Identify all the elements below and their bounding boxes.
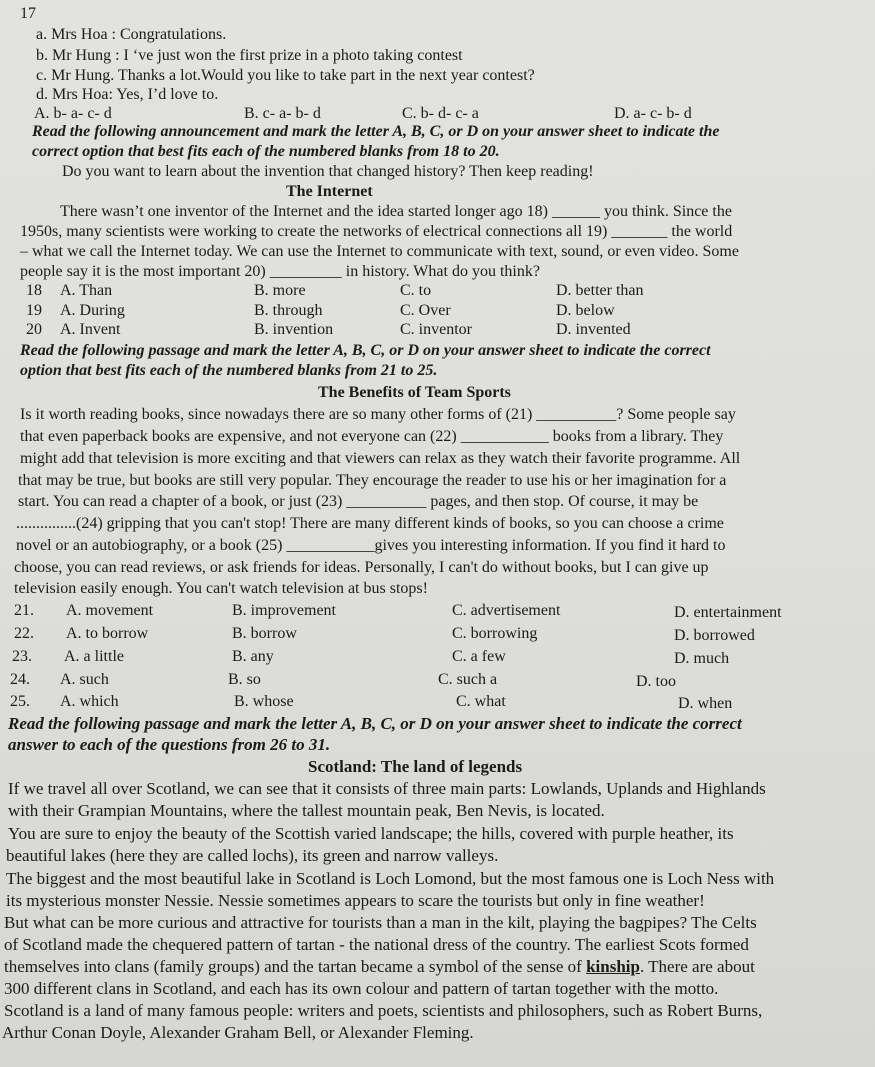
section3-text-line7: But what can be more curious and attractive for tourists than a man in the kilt, playing the bagpipes? The Celts — [4, 913, 757, 932]
q23-option-d: D. much — [674, 650, 730, 667]
section3-text-line9-start: themselves into clans (family groups) and the tartan became a symbol of the sense of — [4, 957, 587, 976]
section2-text-line1: Is it worth reading books, since nowadays there are so many other forms of (21) __________? Some people say — [20, 406, 736, 423]
q17-option-c: C. b- d- c- a — [402, 105, 479, 122]
section3-text-line2: with their Grampian Mountains, where the tallest mountain peak, Ben Nevis, is located. — [8, 801, 605, 820]
q18-option-d: D. better than — [556, 282, 644, 299]
q19-option-c: C. Over — [400, 302, 451, 319]
dialogue-line-d: d. Mrs Hoa: Yes, I’d love to. — [36, 86, 219, 103]
q22-number: 22. — [14, 625, 34, 642]
dialogue-line-b: b. Mr Hung : I ‘ve just won the first prize in a photo taking contest — [36, 47, 463, 64]
section3-text-line9 — [4, 957, 755, 977]
section1-title: The Internet — [286, 183, 373, 200]
q18-number: 18 — [26, 282, 42, 299]
q24-option-d: D. too — [636, 673, 676, 690]
q19-option-a: A. During — [60, 302, 125, 319]
section2-text-line8: choose, you can read reviews, or ask friends for ideas. Personally, I can't do without books, but I can give up — [14, 559, 709, 576]
kinship-word: kinship — [586, 957, 640, 976]
q19-option-d: D. below — [556, 302, 615, 319]
dialogue-line-c: c. Mr Hung. Thanks a lot.Would you like to take part in the next year contest? — [36, 67, 535, 84]
q20-number: 20 — [26, 321, 42, 338]
section2-text-line7: novel or an autobiography, or a book (25) ___________gives you interesting information. If you find it hard to — [16, 537, 726, 554]
q23-option-c: C. a few — [452, 648, 506, 665]
q20-option-b: B. invention — [254, 321, 334, 338]
q17-option-b: B. c- a- b- d — [244, 105, 321, 122]
q25-option-b: B. whose — [234, 693, 294, 710]
section2-text-line9: television easily enough. You can't watch television at bus stops! — [14, 580, 428, 597]
q18-option-a: A. Than — [60, 282, 113, 299]
section3-instruction-line1: Read the following passage and mark the letter A, B, C, or D on your answer sheet to indicate the correct — [8, 714, 742, 733]
q19-option-b: B. through — [254, 302, 323, 319]
section3-text-line8: of Scotland made the chequered pattern of tartan - the national dress of the country. The earliest Scots formed — [4, 935, 749, 954]
q20-option-d: D. invented — [556, 321, 631, 338]
q21-option-b: B. improvement — [232, 602, 336, 619]
q24-number: 24. — [10, 671, 30, 688]
q25-option-c: C. what — [456, 693, 506, 710]
q21-option-a: A. movement — [66, 602, 154, 619]
section1-text-line1: There wasn’t one inventor of the Internet and the idea started longer ago 18) ______ you think. Since the — [60, 203, 732, 220]
section3-text-line1: If we travel all over Scotland, we can see that it consists of three main parts: Lowlands, Uplands and Highlands — [8, 779, 766, 798]
q25-number: 25. — [10, 693, 30, 710]
q20-option-c: C. inventor — [400, 321, 472, 338]
section2-text-line6: ...............(24) gripping that you can't stop! There are many different kinds of books, so you can choose a crime — [16, 515, 724, 532]
q25-option-a: A. which — [60, 693, 119, 710]
q19-number: 19 — [26, 302, 42, 319]
section1-text-line2: 1950s, many scientists were working to create the networks of electrical connections all 19) _______ the world — [20, 223, 733, 240]
q17-option-d: D. a- c- b- d — [614, 105, 692, 122]
section2-title: The Benefits of Team Sports — [318, 384, 511, 401]
q23-option-b: B. any — [232, 648, 274, 665]
section3-text-line10: 300 different clans in Scotland, and each has its own colour and pattern of tartan together with the motto. — [4, 979, 719, 998]
q21-number: 21. — [14, 602, 34, 619]
question-number-17: 17 — [20, 5, 36, 22]
section2-text-line3: might add that television is more exciting and that viewers can relax as they watch their favorite programme. All — [20, 450, 741, 467]
section3-text-line12: Arthur Conan Doyle, Alexander Graham Bell, or Alexander Fleming. — [2, 1023, 474, 1042]
q22-option-d: D. borrowed — [674, 627, 755, 644]
q24-option-c: C. such a — [438, 671, 498, 688]
q23-option-a: A. a little — [64, 648, 124, 665]
section3-text-line5: The biggest and the most beautiful lake in Scotland is Loch Lomond, but the most famous one is Loch Ness with — [6, 869, 775, 888]
q25-option-d: D. when — [678, 695, 733, 712]
section3-instruction-line2: answer to each of the questions from 26 to 31. — [8, 735, 331, 754]
q23-number: 23. — [12, 648, 32, 665]
section1-intro: Do you want to learn about the invention that changed history? Then keep reading! — [62, 163, 594, 180]
section3-text-line9-end: . There are about — [639, 957, 755, 976]
section2-text-line2: that even paperback books are expensive, and not everyone can (22) ___________ books from a library. They — [20, 428, 724, 445]
section1-text-line4: people say it is the most important 20) _________ in history. What do you think? — [20, 263, 540, 280]
section1-instruction-line1: Read the following announcement and mark the letter A, B, C, or D on your answer sheet to indicate the — [32, 123, 720, 140]
section2-instruction-line1: Read the following passage and mark the letter A, B, C, or D on your answer sheet to indicate the correct — [20, 342, 711, 359]
q22-option-b: B. borrow — [232, 625, 297, 642]
section3-text-line4: beautiful lakes (here they are called lochs), its green and narrow valleys. — [6, 846, 499, 865]
section3-title: Scotland: The land of legends — [308, 757, 523, 776]
q24-option-a: A. such — [60, 671, 109, 688]
dialogue-line-a: a. Mrs Hoa : Congratulations. — [36, 26, 227, 43]
q18-option-c: C. to — [400, 282, 432, 299]
section3-text-line11: Scotland is a land of many famous people: writers and poets, scientists and philosophers, such as Robert Burns, — [4, 1001, 763, 1020]
q21-option-d: D. entertainment — [674, 604, 782, 621]
section3-text-line6: its mysterious monster Nessie. Nessie sometimes appears to scare the tourists but only in fine weather! — [6, 891, 705, 910]
q18-option-b: B. more — [254, 282, 306, 299]
section2-text-line5: start. You can read a chapter of a book, or just (23) __________ pages, and then stop. Of course, it may be — [18, 493, 699, 510]
q22-option-c: C. borrowing — [452, 625, 538, 642]
section1-instruction-line2: correct option that best fits each of the numbered blanks from 18 to 20. — [32, 143, 500, 160]
q21-option-c: C. advertisement — [452, 602, 561, 619]
q20-option-a: A. Invent — [60, 321, 121, 338]
section3-text-line3: You are sure to enjoy the beauty of the Scottish varied landscape; the hills, covered with purple heather, its — [8, 824, 734, 843]
section2-instruction-line2: option that best fits each of the numbered blanks from 21 to 25. — [20, 362, 438, 379]
q22-option-a: A. to borrow — [66, 625, 149, 642]
q24-option-b: B. so — [228, 671, 261, 688]
section2-text-line4: that may be true, but books are still very popular. They encourage the reader to use his or her imagination for a — [18, 472, 727, 489]
section1-text-line3: – what we call the Internet today. We can use the Internet to communicate with text, sound, or even video. Some — [20, 243, 739, 260]
q17-option-a: A. b- a- c- d — [34, 105, 112, 122]
